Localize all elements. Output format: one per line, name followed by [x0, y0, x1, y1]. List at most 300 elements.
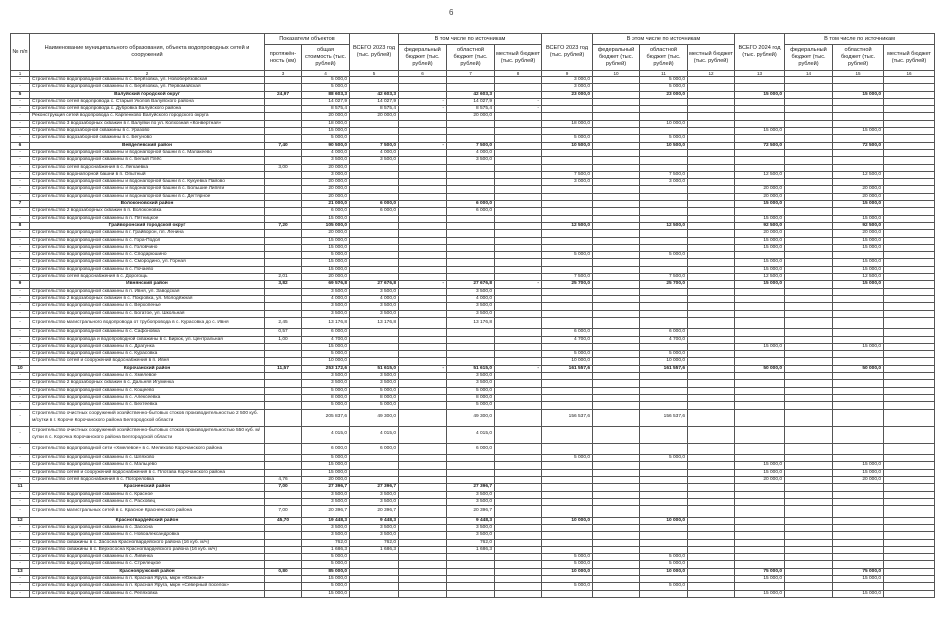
amount-cell: 90 500,0: [302, 142, 350, 149]
amount-cell: 5 000,0: [542, 135, 593, 142]
amount-cell: [688, 303, 735, 310]
amount-cell: 3 500,0: [447, 532, 495, 539]
amount-cell: [495, 329, 542, 336]
table-row: [11, 402, 935, 409]
table-row: [11, 329, 935, 336]
table-row: [11, 135, 935, 142]
amount-cell: [640, 498, 688, 505]
row-number: -: [11, 317, 30, 329]
amount-cell: [884, 583, 935, 590]
object-name: Строительство водопроводной скважины в с. Стрелецкое: [30, 561, 265, 568]
amount-cell: 6 000,0: [302, 208, 350, 215]
amount-cell: [884, 491, 935, 498]
length-cell: [265, 539, 302, 546]
amount-cell: [640, 462, 688, 469]
amount-cell: [640, 98, 688, 105]
length-cell: [265, 215, 302, 222]
amount-cell: 762,0: [350, 539, 399, 546]
object-name: Строительство водопровода и водопроводной скважины в с. Бирюк, ул. Центральная: [30, 336, 265, 343]
amount-cell: 15 000,0: [735, 590, 785, 597]
amount-cell: [735, 506, 785, 518]
amount-cell: [495, 394, 542, 401]
row-number: -: [11, 266, 30, 273]
amount-cell: [495, 77, 542, 84]
amount-cell: [495, 208, 542, 215]
amount-cell: [735, 120, 785, 127]
amount-cell: [884, 171, 935, 178]
header-total-2023: ВСЕГО 2023 год (тыс. рублей): [350, 34, 399, 71]
object-name: Строительство водопроводной скважины в с. Мальцево: [30, 462, 265, 469]
amount-cell: [688, 274, 735, 281]
row-number: -: [11, 157, 30, 164]
amount-cell: [542, 443, 593, 455]
amount-cell: 3 500,0: [302, 491, 350, 498]
amount-cell: -: [399, 281, 447, 288]
amount-cell: [399, 394, 447, 401]
amount-cell: 20 396,7: [350, 506, 399, 518]
amount-cell: [785, 409, 833, 426]
amount-cell: [593, 274, 640, 281]
amount-cell: [542, 539, 593, 546]
amount-cell: [593, 443, 640, 455]
amount-cell: [833, 532, 884, 539]
amount-cell: [884, 373, 935, 380]
row-number: -: [11, 426, 30, 443]
amount-cell: [495, 443, 542, 455]
amount-cell: [688, 201, 735, 208]
object-name: Строительство водопроводной скважины в с. Берёзовка, ул. Новоберёзовская: [30, 77, 265, 84]
amount-cell: 6 000,0: [350, 208, 399, 215]
amount-cell: [399, 336, 447, 343]
amount-cell: 15 000,0: [833, 590, 884, 597]
amount-cell: 8 575,4: [447, 106, 495, 113]
amount-cell: [495, 506, 542, 518]
amount-cell: [495, 222, 542, 229]
length-cell: 11,57: [265, 365, 302, 372]
amount-cell: [688, 373, 735, 380]
header-federal-2024: федеральный бюджет (тыс. рублей): [593, 45, 640, 71]
amount-cell: 20 000,0: [735, 230, 785, 237]
row-number: -: [11, 583, 30, 590]
amount-cell: 15 000,0: [735, 281, 785, 288]
amount-cell: [688, 208, 735, 215]
row-number: -: [11, 554, 30, 561]
amount-cell: 15 000,0: [302, 215, 350, 222]
amount-cell: [884, 498, 935, 505]
amount-cell: [593, 426, 640, 443]
table-row: [11, 373, 935, 380]
amount-cell: [735, 539, 785, 546]
amount-cell: [735, 387, 785, 394]
amount-cell: 15 000,0: [735, 462, 785, 469]
amount-cell: [593, 201, 640, 208]
amount-cell: [399, 295, 447, 302]
amount-cell: [785, 498, 833, 505]
amount-cell: [593, 295, 640, 302]
amount-cell: [688, 365, 735, 372]
amount-cell: [350, 583, 399, 590]
length-cell: 1,00: [265, 336, 302, 343]
amount-cell: [833, 157, 884, 164]
amount-cell: [593, 554, 640, 561]
amount-cell: 15 000,0: [302, 128, 350, 135]
amount-cell: [688, 222, 735, 229]
amount-cell: 762,0: [447, 539, 495, 546]
amount-cell: 3 000,0: [542, 77, 593, 84]
amount-cell: [884, 462, 935, 469]
amount-cell: [640, 469, 688, 476]
object-name: Строительство водопроводной скважины в г. Грайворон, пл. Ленина: [30, 230, 265, 237]
row-number: -: [11, 455, 30, 462]
object-name: Строительство водопроводной скважины в с. Верхопенье: [30, 303, 265, 310]
amount-cell: 5 000,0: [447, 402, 495, 409]
table-row: [11, 455, 935, 462]
amount-cell: [735, 583, 785, 590]
amount-cell: [593, 157, 640, 164]
row-number: -: [11, 252, 30, 259]
amount-cell: [350, 135, 399, 142]
amount-cell: [495, 201, 542, 208]
amount-cell: [884, 524, 935, 531]
amount-cell: 18 000,0: [302, 120, 350, 127]
amount-cell: [884, 98, 935, 105]
amount-cell: [884, 244, 935, 251]
table-row: [11, 576, 935, 583]
amount-cell: [593, 365, 640, 372]
amount-cell: [785, 506, 833, 518]
amount-cell: [399, 317, 447, 329]
amount-cell: 23 000,0: [640, 91, 688, 98]
table-row: [11, 259, 935, 266]
amount-cell: [735, 443, 785, 455]
amount-cell: [884, 539, 935, 546]
amount-cell: 3 500,0: [302, 498, 350, 505]
amount-cell: 20 000,0: [447, 113, 495, 120]
amount-cell: [495, 491, 542, 498]
object-name: Строительство сетей водоснабжения в с. Легкаевка: [30, 164, 265, 171]
amount-cell: [688, 295, 735, 302]
row-number: -: [11, 576, 30, 583]
length-cell: [265, 208, 302, 215]
amount-cell: [884, 281, 935, 288]
amount-cell: [593, 252, 640, 259]
amount-cell: [785, 84, 833, 91]
amount-cell: [495, 517, 542, 524]
amount-cell: -: [495, 98, 542, 105]
amount-cell: [350, 358, 399, 365]
amount-cell: -: [495, 106, 542, 113]
amount-cell: [399, 583, 447, 590]
amount-cell: 4 015,0: [447, 426, 495, 443]
amount-cell: [447, 329, 495, 336]
amount-cell: 4 000,0: [447, 295, 495, 302]
object-name: Строительство скважины в с. Засосна Красногвардейского района (16 куб. м/ч): [30, 539, 265, 546]
amount-cell: [593, 351, 640, 358]
amount-cell: [640, 106, 688, 113]
amount-cell: [542, 186, 593, 193]
amount-cell: [593, 149, 640, 156]
amount-cell: [495, 462, 542, 469]
length-cell: [265, 532, 302, 539]
object-name: Строительство водопроводной скважины в п. Ивня, ул. Заводская: [30, 288, 265, 295]
row-number: -: [11, 288, 30, 295]
row-number: -: [11, 237, 30, 244]
district-row: [11, 517, 935, 524]
amount-cell: 15 000,0: [833, 462, 884, 469]
amount-cell: 15 000,0: [735, 259, 785, 266]
amount-cell: [688, 149, 735, 156]
amount-cell: 10 000,0: [640, 568, 688, 575]
object-name: Строительство водозаборной скважины в с. Уразово: [30, 128, 265, 135]
amount-cell: [833, 380, 884, 387]
amount-cell: [495, 409, 542, 426]
amount-cell: [688, 409, 735, 426]
table-row: [11, 303, 935, 310]
amount-cell: [884, 186, 935, 193]
amount-cell: [495, 546, 542, 553]
amount-cell: [495, 288, 542, 295]
length-cell: [265, 426, 302, 443]
amount-cell: [884, 215, 935, 222]
amount-cell: 6 000,0: [447, 208, 495, 215]
amount-cell: [447, 462, 495, 469]
amount-cell: [884, 266, 935, 273]
amount-cell: [399, 201, 447, 208]
table-row: [11, 380, 935, 387]
amount-cell: 20 000,0: [735, 476, 785, 483]
amount-cell: [785, 274, 833, 281]
amount-cell: [593, 462, 640, 469]
amount-cell: [833, 546, 884, 553]
amount-cell: 15 000,0: [302, 259, 350, 266]
page-number: 6: [449, 8, 454, 17]
length-cell: [265, 186, 302, 193]
amount-cell: [542, 394, 593, 401]
amount-cell: [495, 343, 542, 350]
amount-cell: [735, 106, 785, 113]
amount-cell: [399, 164, 447, 171]
amount-cell: [688, 106, 735, 113]
table-row: [11, 106, 935, 113]
amount-cell: [447, 171, 495, 178]
amount-cell: 15 000,0: [735, 244, 785, 251]
amount-cell: [495, 237, 542, 244]
amount-cell: [399, 491, 447, 498]
table-row: [11, 387, 935, 394]
amount-cell: 3 000,0: [542, 84, 593, 91]
amount-cell: [399, 329, 447, 336]
object-name: Строительство водопроводной скважины в п. Пятницкое: [30, 215, 265, 222]
table-row: [11, 426, 935, 443]
table-row: [11, 186, 935, 193]
amount-cell: [593, 329, 640, 336]
amount-cell: [542, 576, 593, 583]
amount-cell: [735, 351, 785, 358]
amount-cell: [688, 476, 735, 483]
amount-cell: [399, 120, 447, 127]
amount-cell: 3 500,0: [350, 310, 399, 317]
amount-cell: 15 000,0: [302, 590, 350, 597]
object-name: Реконструкция сетей водопровода с. Карпенково Валуйского городского округа: [30, 113, 265, 120]
amount-cell: [735, 517, 785, 524]
amount-cell: [735, 532, 785, 539]
amount-cell: [399, 476, 447, 483]
amount-cell: [688, 568, 735, 575]
object-name: Строительство водопроводной скважины в с. Почаево: [30, 266, 265, 273]
amount-cell: [640, 237, 688, 244]
object-name: Строительство водопроводной скважины и водонапорной башни в с. Кукуевка Пайово: [30, 179, 265, 186]
amount-cell: 3 500,0: [447, 380, 495, 387]
amount-cell: [640, 380, 688, 387]
amount-cell: 762,0: [302, 539, 350, 546]
table-row: [11, 506, 935, 518]
district-row: [11, 281, 935, 288]
amount-cell: 3 500,0: [350, 303, 399, 310]
amount-cell: [833, 498, 884, 505]
amount-cell: [495, 274, 542, 281]
amount-cell: [542, 317, 593, 329]
row-number: -: [11, 120, 30, 127]
amount-cell: [884, 259, 935, 266]
row-number: -: [11, 310, 30, 317]
amount-cell: [688, 462, 735, 469]
length-cell: 24,97: [265, 91, 302, 98]
amount-cell: 14 027,9: [447, 98, 495, 105]
amount-cell: 15 000,0: [735, 469, 785, 476]
amount-cell: 15 000,0: [302, 266, 350, 273]
object-name: Строительство 3 водозаборных скважин в г. Валуйки по ул. Колхозная «Конвертная»: [30, 120, 265, 127]
amount-cell: [447, 237, 495, 244]
amount-cell: 3 500,0: [447, 373, 495, 380]
amount-cell: [399, 193, 447, 200]
amount-cell: [399, 469, 447, 476]
amount-cell: [785, 186, 833, 193]
length-cell: [265, 179, 302, 186]
amount-cell: 6 000,0: [640, 329, 688, 336]
amount-cell: [542, 215, 593, 222]
length-cell: [265, 561, 302, 568]
table-row: [11, 266, 935, 273]
amount-cell: [884, 329, 935, 336]
amount-cell: [399, 84, 447, 91]
amount-cell: [447, 554, 495, 561]
amount-cell: 15 000,0: [833, 259, 884, 266]
amount-cell: [399, 590, 447, 597]
amount-cell: 15 000,0: [735, 215, 785, 222]
row-number: -: [11, 546, 30, 553]
amount-cell: 27 676,8: [447, 281, 495, 288]
amount-cell: [884, 230, 935, 237]
amount-cell: [884, 469, 935, 476]
amount-cell: [833, 409, 884, 426]
object-name: Красненский район: [30, 484, 265, 491]
amount-cell: 3 500,0: [302, 288, 350, 295]
amount-cell: [735, 98, 785, 105]
amount-cell: 13 176,8: [350, 317, 399, 329]
amount-cell: 12 500,0: [833, 171, 884, 178]
amount-cell: [688, 288, 735, 295]
amount-cell: [399, 157, 447, 164]
amount-cell: [447, 135, 495, 142]
amount-cell: 6 000,0: [447, 443, 495, 455]
amount-cell: [785, 329, 833, 336]
amount-cell: [785, 310, 833, 317]
amount-cell: 4 000,0: [302, 295, 350, 302]
column-number: 10: [593, 71, 640, 77]
amount-cell: [735, 288, 785, 295]
amount-cell: [350, 164, 399, 171]
amount-cell: [833, 120, 884, 127]
amount-cell: 7 500,0: [640, 274, 688, 281]
object-name: Валуйский городской округ: [30, 91, 265, 98]
amount-cell: [399, 310, 447, 317]
amount-cell: 15 000,0: [833, 266, 884, 273]
amount-cell: 3 500,0: [350, 157, 399, 164]
table-row: [11, 476, 935, 483]
amount-cell: 12 500,0: [735, 274, 785, 281]
amount-cell: 6 000,0: [542, 329, 593, 336]
length-cell: 4,76: [265, 476, 302, 483]
row-number: -: [11, 244, 30, 251]
amount-cell: [593, 281, 640, 288]
amount-cell: [350, 244, 399, 251]
amount-cell: [640, 532, 688, 539]
amount-cell: 4 000,0: [350, 149, 399, 156]
table-row: [11, 208, 935, 215]
amount-cell: [399, 149, 447, 156]
header-length: протяжён-ность (км): [265, 45, 302, 71]
column-number: 13: [735, 71, 785, 77]
amount-cell: [495, 244, 542, 251]
table-body: [11, 71, 935, 598]
amount-cell: 10 000,0: [302, 358, 350, 365]
amount-cell: [399, 215, 447, 222]
length-cell: [265, 193, 302, 200]
amount-cell: [785, 336, 833, 343]
length-cell: [265, 387, 302, 394]
row-number: 11: [11, 484, 30, 491]
amount-cell: 3 000,0: [302, 171, 350, 178]
amount-cell: [833, 387, 884, 394]
amount-cell: [735, 303, 785, 310]
amount-cell: [884, 380, 935, 387]
amount-cell: [735, 498, 785, 505]
object-name: Строительство водопроводной скважины в с. Гора-Подол: [30, 237, 265, 244]
amount-cell: -: [399, 106, 447, 113]
amount-cell: 20 000,0: [833, 193, 884, 200]
amount-cell: [542, 164, 593, 171]
amount-cell: [542, 380, 593, 387]
row-number: -: [11, 491, 30, 498]
amount-cell: [447, 576, 495, 583]
amount-cell: [640, 149, 688, 156]
amount-cell: [833, 149, 884, 156]
amount-cell: [495, 426, 542, 443]
amount-cell: [640, 128, 688, 135]
length-cell: [265, 149, 302, 156]
object-name: Строительство сетей водопровода с. Дубровка Валуйского района: [30, 106, 265, 113]
table-row: [11, 288, 935, 295]
amount-cell: [495, 142, 542, 149]
amount-cell: [688, 329, 735, 336]
amount-cell: [884, 201, 935, 208]
amount-cell: [447, 164, 495, 171]
length-cell: 7,20: [265, 222, 302, 229]
amount-cell: [785, 443, 833, 455]
amount-cell: [884, 295, 935, 302]
column-number: 16: [884, 71, 935, 77]
amount-cell: [688, 443, 735, 455]
